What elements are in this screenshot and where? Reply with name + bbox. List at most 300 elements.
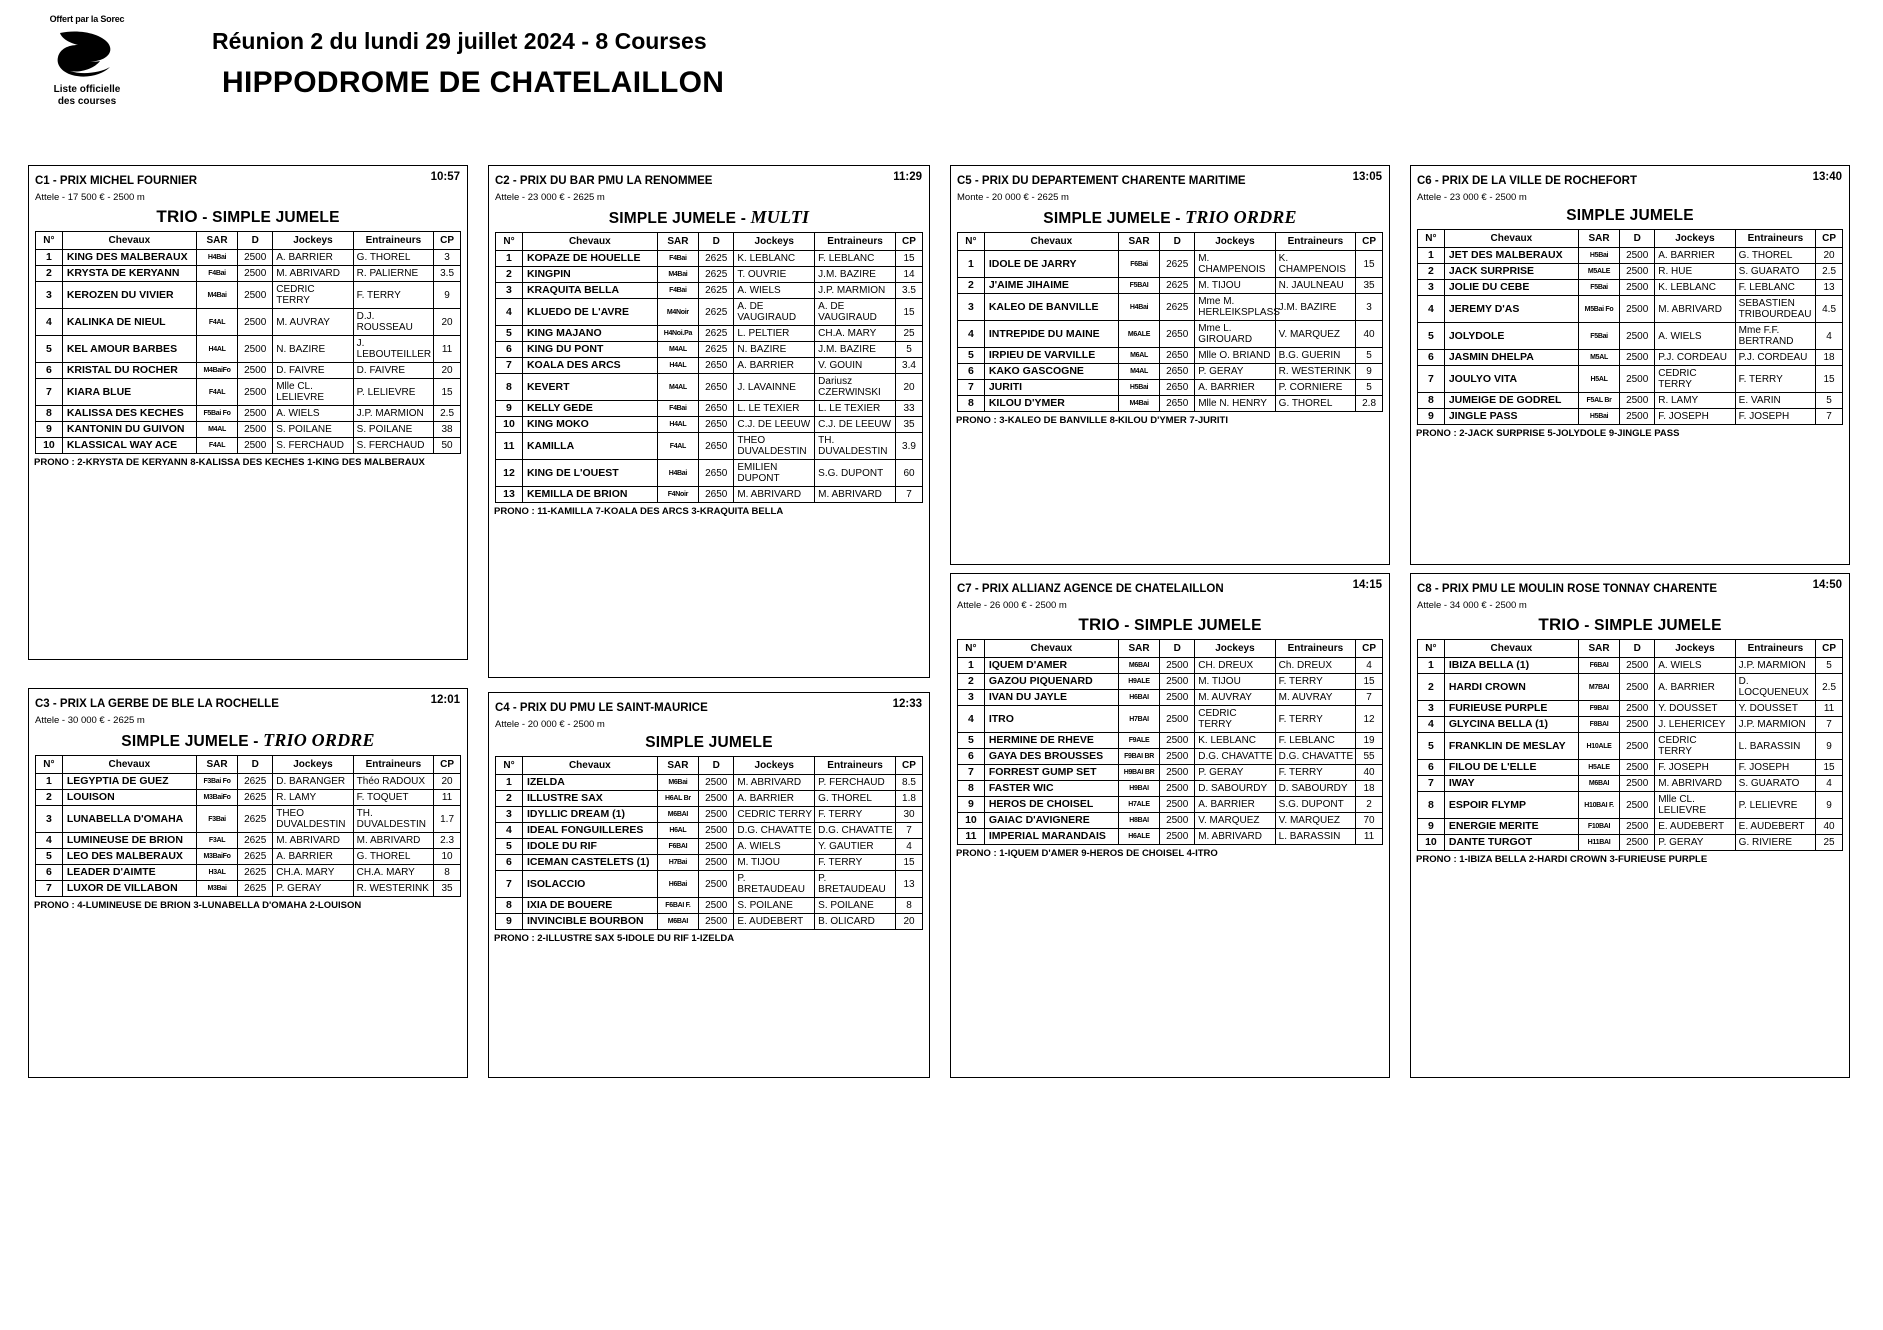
runner-trainer: S. POILANE: [815, 898, 896, 914]
runner-cp: 40: [1356, 321, 1383, 348]
table-row[interactable]: [36, 806, 461, 833]
runner-jockey: K. LEBLANC: [1195, 733, 1275, 749]
runner-number: 5: [1418, 323, 1445, 350]
runner-cp: 38: [434, 422, 461, 438]
runner-number: 2: [958, 674, 985, 690]
runner-distance: 2500: [238, 379, 273, 406]
col-jockeys: Jockeys: [1195, 233, 1275, 251]
col-number: N°: [1418, 640, 1445, 658]
runners-table: [1417, 639, 1843, 851]
runner-horse: JOULYO VITA: [1444, 366, 1578, 393]
table-row[interactable]: [958, 749, 1383, 765]
runner-trainer: A. DE VAUGIRAUD: [815, 299, 896, 326]
runner-jockey: P. BRETAUDEAU: [734, 871, 815, 898]
race-header: [951, 574, 1389, 599]
table-row[interactable]: [36, 309, 461, 336]
runner-horse: KRAQUITA BELLA: [522, 283, 657, 299]
table-row[interactable]: [1418, 280, 1843, 296]
table-row[interactable]: [958, 690, 1383, 706]
table-row[interactable]: [36, 881, 461, 897]
runner-distance: 2500: [1160, 781, 1195, 797]
runner-horse: KOPAZE DE HOUELLE: [522, 251, 657, 267]
table-row[interactable]: [1418, 393, 1843, 409]
runner-sar: H6AL Br: [657, 791, 698, 807]
runner-number: 11: [496, 433, 523, 460]
table-row[interactable]: [1418, 792, 1843, 819]
runner-horse: INTREPIDE DU MAINE: [984, 321, 1118, 348]
table-row[interactable]: [496, 342, 923, 358]
runner-horse: IDOLE DU RIF: [522, 839, 657, 855]
runner-jockey: Mlle CL. LELIEVRE: [1655, 792, 1735, 819]
runner-jockey: F. JOSEPH: [1655, 760, 1735, 776]
runner-trainer: R. WESTERINK: [1275, 364, 1355, 380]
table-header-row: [36, 232, 461, 250]
table-row[interactable]: [1418, 248, 1843, 264]
race-header: [951, 166, 1389, 191]
table-row[interactable]: [958, 658, 1383, 674]
runner-sar: F3AL: [196, 833, 237, 849]
runner-trainer: S. FERCHAUD: [353, 438, 433, 454]
table-row[interactable]: [496, 775, 923, 791]
col-sar: SAR: [657, 757, 698, 775]
runner-distance: 2500: [238, 282, 273, 309]
runner-horse: JINGLE PASS: [1444, 409, 1578, 425]
table-row[interactable]: [496, 839, 923, 855]
runner-jockey: D. SABOURDY: [1195, 781, 1275, 797]
race-time: 12:01: [430, 694, 460, 706]
runner-jockey: M. ABRIVARD: [273, 833, 353, 849]
table-row[interactable]: [36, 422, 461, 438]
runner-cp: 5: [1356, 348, 1383, 364]
runner-cp: 33: [896, 401, 923, 417]
runner-cp: 30: [896, 807, 923, 823]
table-row[interactable]: [958, 781, 1383, 797]
runner-distance: 2625: [238, 865, 273, 881]
col-trainers: Entraineurs: [1735, 230, 1815, 248]
col-cp: CP: [896, 233, 923, 251]
table-row[interactable]: [496, 326, 923, 342]
runner-horse: KING MAJANO: [522, 326, 657, 342]
runner-horse: ICEMAN CASTELETS (1): [522, 855, 657, 871]
runner-horse: KING MOKO: [522, 417, 657, 433]
table-row[interactable]: [496, 898, 923, 914]
runner-distance: 2650: [699, 460, 734, 487]
table-row[interactable]: [36, 266, 461, 282]
table-row[interactable]: [1418, 776, 1843, 792]
runner-sar: M7BAI: [1578, 674, 1619, 701]
table-row[interactable]: [496, 914, 923, 930]
runner-sar: H3AL: [196, 865, 237, 881]
table-row[interactable]: [958, 829, 1383, 845]
runner-trainer: R. PALIERNE: [353, 266, 433, 282]
runner-jockey: M. ABRIVARD: [1655, 296, 1735, 323]
runner-horse: IMPERIAL MARANDAIS: [984, 829, 1118, 845]
table-header-row: [1418, 230, 1843, 248]
runner-jockey: M. TIJOU: [734, 855, 815, 871]
table-row[interactable]: [1418, 658, 1843, 674]
col-trainers: Entraineurs: [1735, 640, 1815, 658]
runner-number: 8: [1418, 393, 1445, 409]
table-row[interactable]: [1418, 701, 1843, 717]
table-row[interactable]: [1418, 350, 1843, 366]
runner-cp: 15: [434, 379, 461, 406]
table-row[interactable]: [496, 871, 923, 898]
table-row[interactable]: [36, 774, 461, 790]
runner-cp: 11: [434, 336, 461, 363]
runner-trainer: F. TERRY: [815, 855, 896, 871]
runner-jockey: EMILIEN DUPONT: [734, 460, 815, 487]
table-row[interactable]: [36, 406, 461, 422]
table-row[interactable]: [1418, 760, 1843, 776]
runner-trainer: F. TERRY: [1275, 706, 1355, 733]
runners-table: [35, 231, 461, 454]
table-row[interactable]: [496, 283, 923, 299]
runner-horse: KING DES MALBERAUX: [62, 250, 196, 266]
table-row[interactable]: [1418, 733, 1843, 760]
runner-cp: 5: [1816, 658, 1843, 674]
runner-cp: 9: [1356, 364, 1383, 380]
table-row[interactable]: [958, 278, 1383, 294]
runner-number: 3: [36, 806, 63, 833]
runner-distance: 2500: [1160, 749, 1195, 765]
runners-table: [495, 232, 923, 503]
table-row[interactable]: [36, 336, 461, 363]
runner-trainer: F. JOSEPH: [1735, 409, 1815, 425]
runner-trainer: J.M. BAZIRE: [815, 342, 896, 358]
runner-horse: ILLUSTRE SAX: [522, 791, 657, 807]
col-distance: D: [1160, 640, 1195, 658]
runner-number: 9: [1418, 819, 1445, 835]
runner-trainer: F. TERRY: [1735, 366, 1815, 393]
runner-horse: ENERGIE MERITE: [1444, 819, 1578, 835]
runner-trainer: TH. DUVALDESTIN: [815, 433, 896, 460]
runner-jockey: S. POILANE: [734, 898, 815, 914]
table-row[interactable]: [36, 282, 461, 309]
runner-sar: F6BAI F.: [657, 898, 698, 914]
table-row[interactable]: [496, 358, 923, 374]
runner-number: 6: [36, 363, 63, 379]
runner-trainer: G. RIVIERE: [1735, 835, 1815, 851]
runner-number: 8: [1418, 792, 1445, 819]
table-row[interactable]: [496, 374, 923, 401]
col-distance: D: [1620, 230, 1655, 248]
runner-cp: 3.5: [434, 266, 461, 282]
race-card-c1: [28, 165, 468, 660]
runner-jockey: V. MARQUEZ: [1195, 813, 1275, 829]
runner-jockey: CEDRIC TERRY: [1655, 733, 1735, 760]
runner-sar: F8BAI: [1578, 717, 1619, 733]
table-row[interactable]: [36, 438, 461, 454]
race-name: C4 - PRIX DU PMU LE SAINT-MAURICE: [495, 702, 708, 714]
table-row[interactable]: [496, 299, 923, 326]
runner-sar: H10ALE: [1578, 733, 1619, 760]
table-row[interactable]: [1418, 674, 1843, 701]
table-row[interactable]: [496, 823, 923, 839]
runner-cp: 55: [1356, 749, 1383, 765]
runner-trainer: P.J. CORDEAU: [1735, 350, 1815, 366]
col-cp: CP: [434, 756, 461, 774]
runner-sar: H6ALE: [1118, 829, 1159, 845]
runner-cp: 2.5: [1816, 674, 1843, 701]
col-distance: D: [238, 756, 273, 774]
runner-horse: DANTE TURGOT: [1444, 835, 1578, 851]
runner-distance: 2500: [1620, 792, 1655, 819]
runner-number: 3: [958, 294, 985, 321]
table-row[interactable]: [36, 833, 461, 849]
table-row[interactable]: [958, 396, 1383, 412]
runners-table: [957, 232, 1383, 412]
logo-line2: des courses: [57, 96, 117, 107]
runner-number: 10: [496, 417, 523, 433]
runner-distance: 2500: [238, 336, 273, 363]
runner-sar: F4AL: [657, 433, 698, 460]
runner-horse: LEGYPTIA DE GUEZ: [62, 774, 196, 790]
runner-cp: 15: [896, 251, 923, 267]
runner-cp: 4.5: [1816, 296, 1843, 323]
runner-sar: H9BAI: [1118, 781, 1159, 797]
runner-distance: 2625: [699, 283, 734, 299]
runner-cp: 3.5: [896, 283, 923, 299]
table-row[interactable]: [1418, 409, 1843, 425]
table-row[interactable]: [1418, 264, 1843, 280]
runner-horse: KALINKA DE NIEUL: [62, 309, 196, 336]
table-row[interactable]: [496, 433, 923, 460]
runner-trainer: M. AUVRAY: [1275, 690, 1355, 706]
runner-jockey: CEDRIC TERRY: [1195, 706, 1275, 733]
runner-distance: 2500: [1620, 296, 1655, 323]
runner-cp: 8.5: [896, 775, 923, 791]
table-row[interactable]: [1418, 323, 1843, 350]
runner-sar: F5Bai: [1578, 323, 1619, 350]
col-number: N°: [958, 640, 985, 658]
table-header-row: [958, 233, 1383, 251]
table-row[interactable]: [496, 251, 923, 267]
table-row[interactable]: [496, 855, 923, 871]
table-row[interactable]: [958, 765, 1383, 781]
runner-distance: 2625: [1160, 278, 1195, 294]
col-sar: SAR: [1578, 230, 1619, 248]
runner-number: 4: [36, 309, 63, 336]
col-horses: Chevaux: [1444, 230, 1578, 248]
runner-sar: M3Bai: [196, 881, 237, 897]
race-prono: PRONO : 2-ILLUSTRE SAX 5-IDOLE DU RIF 1-IZELDA: [494, 933, 735, 944]
runner-trainer: J.P. MARMION: [353, 406, 433, 422]
table-row[interactable]: [1418, 835, 1843, 851]
table-row[interactable]: [36, 250, 461, 266]
runner-distance: 2500: [1620, 366, 1655, 393]
swan-icon: [28, 24, 146, 82]
runner-trainer: P. LELIEVRE: [1735, 792, 1815, 819]
runner-horse: JEREMY D'AS: [1444, 296, 1578, 323]
runners-table: [35, 755, 461, 897]
runners-table: [957, 639, 1383, 845]
runner-distance: 2625: [699, 326, 734, 342]
runner-horse: LOUISON: [62, 790, 196, 806]
runner-trainer: J.P. MARMION: [1735, 658, 1815, 674]
runner-trainer: S. GUARATO: [1735, 264, 1815, 280]
runner-jockey: Mme L. GIROUARD: [1195, 321, 1275, 348]
table-row[interactable]: [1418, 296, 1843, 323]
runner-distance: 2500: [238, 438, 273, 454]
runner-sar: F5Bai Fo: [196, 406, 237, 422]
runner-sar: H4Bai: [196, 250, 237, 266]
runner-trainer: P. FERCHAUD: [815, 775, 896, 791]
runner-sar: F9BAI BR: [1118, 749, 1159, 765]
runner-trainer: CH.A. MARY: [353, 865, 433, 881]
table-row[interactable]: [958, 348, 1383, 364]
runner-sar: M4Bai: [657, 267, 698, 283]
runner-trainer: Théo RADOUX: [353, 774, 433, 790]
table-row[interactable]: [36, 865, 461, 881]
runner-trainer: L. LE TEXIER: [815, 401, 896, 417]
table-row[interactable]: [1418, 819, 1843, 835]
table-row[interactable]: [1418, 717, 1843, 733]
runner-horse: HERMINE DE RHEVE: [984, 733, 1118, 749]
runner-horse: KEMILLA DE BRION: [522, 487, 657, 503]
runner-trainer: G. THOREL: [353, 849, 433, 865]
runner-number: 5: [36, 336, 63, 363]
table-row[interactable]: [36, 790, 461, 806]
runner-sar: M6BAI: [1578, 776, 1619, 792]
runner-horse: GLYCINA BELLA (1): [1444, 717, 1578, 733]
runner-cp: 2.5: [434, 406, 461, 422]
col-jockeys: Jockeys: [1655, 640, 1735, 658]
table-row[interactable]: [496, 401, 923, 417]
table-row[interactable]: [958, 797, 1383, 813]
col-sar: SAR: [1118, 233, 1159, 251]
table-row[interactable]: [1418, 366, 1843, 393]
race-prono: PRONO : 4-LUMINEUSE DE BRION 3-LUNABELLA D'OMAHA 2-LOUISON: [34, 900, 362, 911]
runner-cp: 2: [1356, 797, 1383, 813]
table-row[interactable]: [958, 251, 1383, 278]
col-horses: Chevaux: [1444, 640, 1578, 658]
runner-distance: 2500: [1620, 323, 1655, 350]
table-row[interactable]: [496, 417, 923, 433]
runner-horse: KAMILLA: [522, 433, 657, 460]
runner-number: 5: [496, 839, 523, 855]
runner-distance: 2625: [699, 251, 734, 267]
col-cp: CP: [1816, 640, 1843, 658]
runner-cp: 5: [1816, 393, 1843, 409]
runner-sar: H11BAI: [1578, 835, 1619, 851]
runners-table: [1417, 229, 1843, 425]
runner-cp: 15: [896, 855, 923, 871]
runner-number: 1: [36, 250, 63, 266]
col-cp: CP: [1356, 640, 1383, 658]
runner-distance: 2500: [1620, 835, 1655, 851]
runner-distance: 2650: [699, 374, 734, 401]
runner-cp: 7: [1356, 690, 1383, 706]
runner-cp: 15: [1816, 760, 1843, 776]
runner-trainer: F. TERRY: [1275, 674, 1355, 690]
runner-cp: 11: [1816, 701, 1843, 717]
runner-sar: F9BAI: [1578, 701, 1619, 717]
table-row[interactable]: [36, 363, 461, 379]
runner-horse: GAYA DES BROUSSES: [984, 749, 1118, 765]
runner-cp: 25: [1816, 835, 1843, 851]
runner-distance: 2500: [238, 266, 273, 282]
table-row[interactable]: [496, 791, 923, 807]
table-row[interactable]: [958, 364, 1383, 380]
runner-distance: 2650: [699, 487, 734, 503]
runner-sar: M4AL: [657, 342, 698, 358]
runner-distance: 2650: [1160, 380, 1195, 396]
race-conditions: Attele - 34 000 € - 2500 m: [1417, 600, 1527, 611]
col-horses: Chevaux: [522, 233, 657, 251]
table-row[interactable]: [496, 267, 923, 283]
race-time: 13:05: [1352, 171, 1382, 183]
table-row[interactable]: [958, 321, 1383, 348]
runner-horse: IVAN DU JAYLE: [984, 690, 1118, 706]
runner-cp: 60: [896, 460, 923, 487]
runner-jockey: M. CHAMPENOIS: [1195, 251, 1275, 278]
race-header: [1411, 574, 1849, 599]
runner-distance: 2500: [238, 363, 273, 379]
runner-jockey: J. LAVAINNE: [734, 374, 815, 401]
col-cp: CP: [1356, 233, 1383, 251]
runner-trainer: D.G. CHAVATTE: [1275, 749, 1355, 765]
table-row[interactable]: [958, 813, 1383, 829]
table-header-row: [1418, 640, 1843, 658]
runner-horse: IQUEM D'AMER: [984, 658, 1118, 674]
table-row[interactable]: [958, 294, 1383, 321]
col-number: N°: [958, 233, 985, 251]
runner-horse: IWAY: [1444, 776, 1578, 792]
runner-number: 6: [958, 749, 985, 765]
runner-jockey: S. POILANE: [273, 422, 353, 438]
runner-cp: 5: [896, 342, 923, 358]
table-row[interactable]: [496, 807, 923, 823]
runner-cp: 7: [896, 823, 923, 839]
race-bet-types: SIMPLE JUMELE - TRIO ORDRE: [1043, 207, 1297, 227]
runner-number: 5: [36, 849, 63, 865]
runner-number: 9: [496, 914, 523, 930]
table-row[interactable]: [496, 487, 923, 503]
runner-cp: 20: [434, 309, 461, 336]
runner-jockey: M. TIJOU: [1195, 278, 1275, 294]
table-row[interactable]: [36, 849, 461, 865]
race-bet-types: SIMPLE JUMELE: [1566, 207, 1694, 224]
col-cp: CP: [1816, 230, 1843, 248]
col-jockeys: Jockeys: [734, 233, 815, 251]
col-horses: Chevaux: [62, 232, 196, 250]
runner-jockey: A. DE VAUGIRAUD: [734, 299, 815, 326]
table-row[interactable]: [958, 733, 1383, 749]
table-header-row: [496, 233, 923, 251]
runner-cp: 10: [434, 849, 461, 865]
runner-horse: KING DE L'OUEST: [522, 460, 657, 487]
runner-trainer: F. JOSEPH: [1735, 760, 1815, 776]
runner-distance: 2625: [238, 833, 273, 849]
runner-jockey: CEDRIC TERRY: [273, 282, 353, 309]
runner-trainer: G. THOREL: [815, 791, 896, 807]
runner-distance: 2500: [699, 775, 734, 791]
runner-sar: M6AL: [1118, 348, 1159, 364]
race-conditions: Attele - 23 000 € - 2625 m: [495, 192, 605, 203]
table-row[interactable]: [958, 706, 1383, 733]
runner-horse: KELLY GEDE: [522, 401, 657, 417]
table-row[interactable]: [958, 380, 1383, 396]
runner-distance: 2500: [1620, 264, 1655, 280]
table-row[interactable]: [36, 379, 461, 406]
runner-distance: 2625: [699, 299, 734, 326]
runner-distance: 2500: [699, 839, 734, 855]
table-row[interactable]: [958, 674, 1383, 690]
runner-distance: 2625: [699, 342, 734, 358]
runner-jockey: Y. DOUSSET: [1655, 701, 1735, 717]
runner-cp: 9: [1816, 733, 1843, 760]
table-row[interactable]: [496, 460, 923, 487]
